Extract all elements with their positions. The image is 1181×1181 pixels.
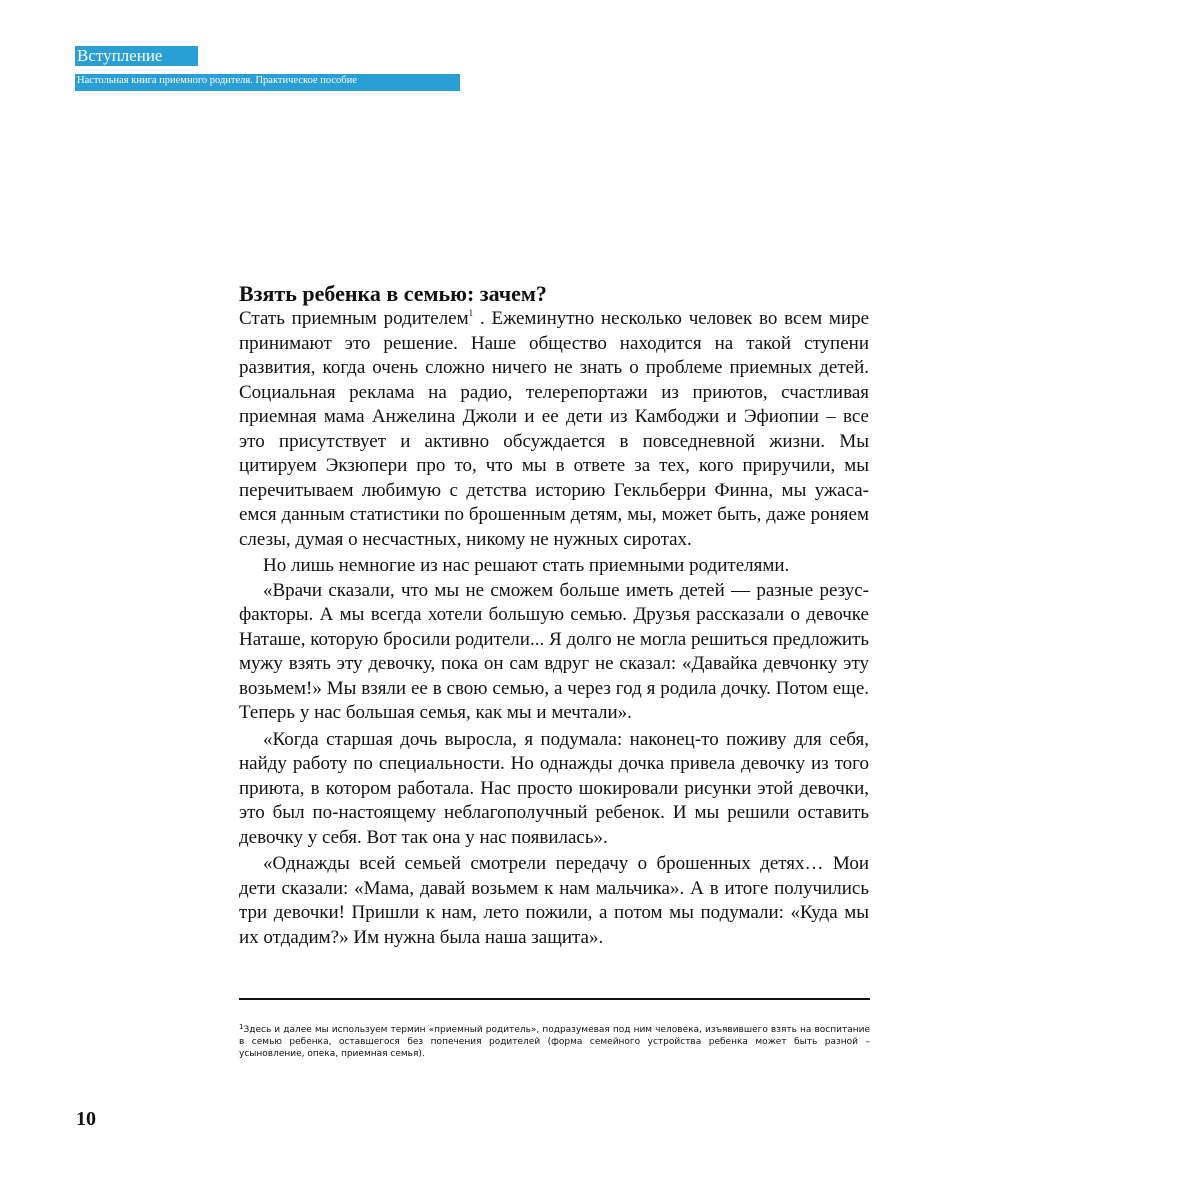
page-number: 10: [76, 1108, 96, 1130]
footnote-reference[interactable]: 1: [468, 308, 474, 318]
main-text: [239, 281, 869, 950]
intro-text-start: Стать приемным родителем: [239, 308, 469, 329]
footnote-number: 1: [239, 1023, 244, 1031]
body-paragraph: Но лишь немногие из нас решают стать приемными родителями.: [263, 555, 790, 576]
section-heading: Взять ребенка в семью: зачем?: [239, 281, 547, 306]
footnote-divider: [239, 998, 870, 1000]
book-title-label: Настольная книга приемного родителя. Практическое пособие: [75, 74, 460, 91]
section-label: Вступление: [75, 46, 198, 66]
intro-text-rest: . Ежеминутно несколько человек во всем мире принимают это решение. Наше общество находится на такой ступени развития, когда очень сложно ничего не знать о проблеме приемных детей. Социальная реклама на радио, телерепортажи из приютов, счастливая приемная мама Анжелина Джоли и ее дети из Камбоджи и Эфиопии – все это присутствует и активно обсуждается в повседневной жизни. Мы цитируем Экзюпери про то, что мы в ответе за тех, кого приручили, мы перечитываем любимую с детства историю Гекльберри Финна, мы ужасаемся данным статистики по брошенным детям, мы, может быть, даже роняем слезы, думая о несчастных, никому не нужных сиротах.: [239, 308, 869, 550]
footnote-text: Здесь и далее мы используем термин «приемный родитель», подразумевая под ним человека, изъявившего взять на воспитание в семью ребенка, оставшегося без попечения родителей (форма семейного устройства ребенка может быть разной – усыновление, опека, приемная семья).: [239, 1025, 870, 1059]
intro-paragraph: [239, 307, 869, 552]
quote-paragraph: «Врачи сказали, что мы не сможем больше иметь детей — разные резус-факторы. А мы всегда хотели большую семью. Друзья рассказали о девочке Наташе, которую бросили родители... Я долго не могла решиться предложить мужу взять эту девочку, пока он сам вдруг не сказал: «Давайка девчонку эту возьмем!» Мы взяли ее в свою семью, а через год я родила дочку. Потом еще. Теперь у нас большая семья, как мы и мечтали».: [239, 579, 869, 723]
quote-paragraph: «Однажды всей семьей смотрели передачу о брошенных детях… Мои дети сказали: «Мама, давай возьмем к нам мальчика». А в итоге получились три девочки! Пришли к нам, лето пожили, а потом мы подумали: «Куда мы их отдадим?» Им нужна была наша защита».: [239, 853, 869, 948]
quote-paragraph: «Когда старшая дочь выросла, я подумала: наконец-то поживу для себя, найду работу по специальности. Но однажды дочка привела девочку из того приюта, в котором работала. Нас просто шокировали рисунки этой девочки, это был по-настоящему неблагополучный ребенок. И мы решили оставить девочку у себя. Вот так она у нас появилась».: [239, 728, 869, 848]
footnote: [239, 1024, 870, 1060]
